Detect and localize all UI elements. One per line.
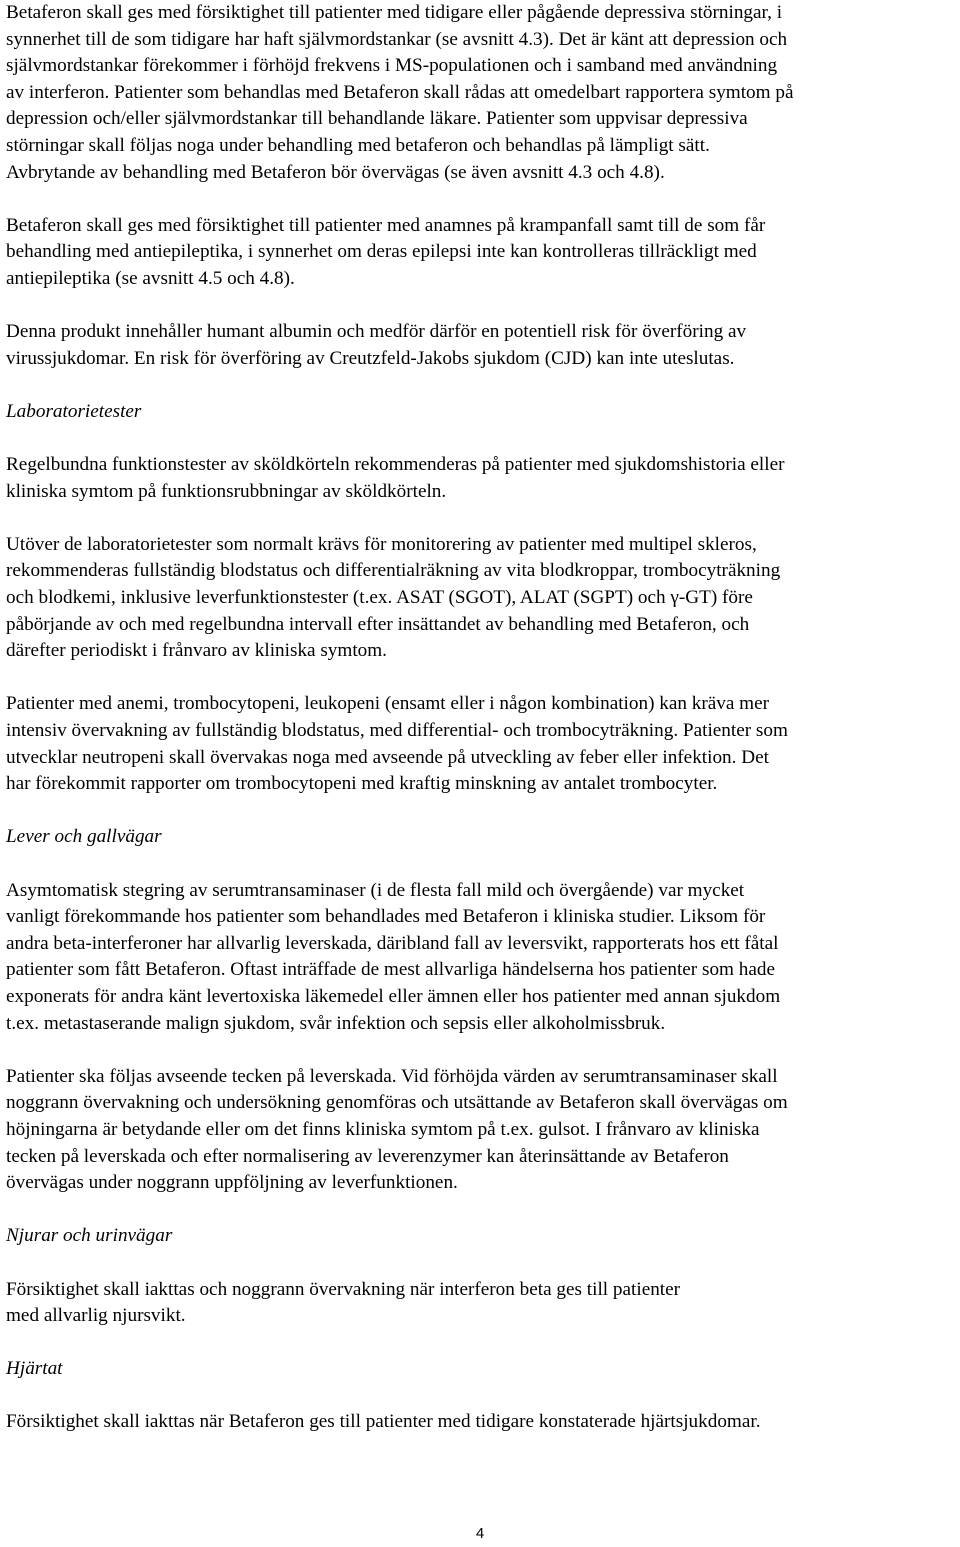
text-line: och blodkemi, inklusive leverfunktionstester (t.ex. ASAT (SGOT), ALAT (SGPT) och γ-GT) före (6, 587, 753, 609)
text-line: självmordstankar förekommer i förhöjd frekvens i MS-populationen och i samband med användning (6, 55, 778, 77)
text-line: virussjukdomar. En risk för överföring av Creutzfeld-Jakobs sjukdom (CJD) kan inte uteslutas. (6, 347, 735, 369)
text-line: Försiktighet skall iakttas när Betaferon ges till patienter med tidigare konstaterade hjärtsjukdomar. (6, 1411, 761, 1433)
text-line: synnerhet till de som tidigare har haft självmordstankar (se avsnitt 4.3). Det är känt att depression och (6, 28, 788, 50)
text-line: störningar skall följas noga under behandling med betaferon och behandlas på lämpligt sätt. (6, 134, 710, 156)
text-line: Patienter ska följas avseende tecken på leverskada. Vid förhöjda värden av serumtransaminaser skall (6, 1065, 778, 1087)
paragraph-thyroid-tests (6, 452, 956, 505)
paragraph-seizure-warning (6, 213, 956, 293)
paragraph-transaminases (6, 878, 956, 1038)
text-line: därefter periodiskt i frånvaro av kliniska symtom. (6, 640, 387, 662)
text-line: exponerats för andra känt levertoxiska läkemedel eller ämnen eller hos patienter med annan sjukdom (6, 985, 781, 1007)
paragraph-liver-damage (6, 1064, 956, 1197)
document-page (6, 0, 956, 1463)
text-line: har förekommit rapporter om trombocytopeni med kraftig minskning av antalet trombocyter. (6, 773, 718, 795)
paragraph-depression-warning (6, 0, 956, 186)
page-number: 4 (475, 1525, 485, 1542)
text-line: övervägas under noggrann uppföljning av leverfunktionen. (6, 1172, 458, 1194)
text-line: tecken på leverskada och efter normalisering av leverenzymer kan återinsättande av Betaferon (6, 1145, 729, 1167)
section-heading-laboratorietester: Laboratorietester (6, 400, 142, 422)
text-line: av interferon. Patienter som behandlas med Betaferon skall rådas att omedelbart rapportera symtom på (6, 81, 794, 103)
text-line: depression och/eller självmordstankar till behandlande läkare. Patienter som uppvisar depressiva (6, 108, 748, 130)
text-line: noggrann övervakning och undersökning genomföras och utsättande av Betaferon skall övervägas om (6, 1092, 788, 1114)
text-line: Avbrytande av behandling med Betaferon bör övervägas (se även avsnitt 4.3 och 4.8). (6, 161, 665, 183)
text-line: behandling med antiepileptika, i synnerhet om deras epilepsi inte kan kontrolleras tillräckligt med (6, 241, 757, 263)
paragraph-anemia (6, 691, 956, 797)
text-line: med allvarlig njursvikt. (6, 1305, 186, 1327)
paragraph-cardiac (6, 1409, 956, 1436)
paragraph-albumin-warning (6, 319, 956, 372)
text-line: Denna produkt innehåller humant albumin och medför därför en potentiell risk för överföring av (6, 321, 747, 343)
text-line: patienter som fått Betaferon. Oftast inträffade de mest allvarliga händelserna hos patienter som hade (6, 959, 775, 981)
section-heading-hjartat: Hjärtat (6, 1358, 63, 1380)
text-line: kliniska symtom på funktionsrubbningar av sköldkörteln. (6, 480, 447, 502)
text-line: Försiktighet skall iakttas och noggrann övervakning när interferon beta ges till patienter (6, 1278, 681, 1300)
text-line: rekommenderas fullständig blodstatus och differentialräkning av vita blodkroppar, trombocyträkning (6, 560, 781, 582)
section-heading-njurar-och-urinvagar: Njurar och urinvägar (6, 1225, 173, 1247)
text-line: Betaferon skall ges med försiktighet till patienter med tidigare eller pågående depressiva störningar, i (6, 2, 783, 23)
text-line: utvecklar neutropeni skall övervakas noga med avseende på utveckling av feber eller infektion. Det (6, 746, 769, 768)
text-line: Patienter med anemi, trombocytopeni, leukopeni (ensamt eller i någon kombination) kan kräva mer (6, 693, 770, 715)
text-line: intensiv övervakning av fullständig blodstatus, med differential- och trombocyträkning. Patienter som (6, 720, 788, 742)
section-heading-lever-och-gallvagar: Lever och gallvägar (6, 826, 162, 848)
paragraph-lab-monitoring (6, 532, 956, 665)
text-line: vanligt förekommande hos patienter som behandlades med Betaferon i kliniska studier. Liksom för (6, 906, 766, 928)
paragraph-renal (6, 1277, 956, 1330)
text-line: Asymtomatisk stegring av serumtransaminaser (i de flesta fall mild och övergående) var mycket (6, 879, 745, 901)
text-line: antiepileptika (se avsnitt 4.5 och 4.8). (6, 267, 295, 289)
text-line: t.ex. metastaserande malign sjukdom, svår infektion och sepsis eller alkoholmissbruk. (6, 1012, 666, 1034)
text-line: påbörjande av och med regelbundna intervall efter insättandet av behandling med Betaferon, och (6, 613, 750, 635)
text-line: höjningarna är betydande eller om det finns kliniska symtom på t.ex. gulsot. I frånvaro av kliniska (6, 1118, 760, 1140)
text-line: Betaferon skall ges med försiktighet till patienter med anamnes på krampanfall samt till de som får (6, 214, 766, 236)
text-line: Regelbundna funktionstester av sköldkörteln rekommenderas på patienter med sjukdomshistoria eller (6, 454, 785, 476)
text-line: andra beta-interferoner har allvarlig leverskada, däribland fall av leversvikt, rapporterats hos ett fåtal (6, 932, 779, 954)
text-line: Utöver de laboratorietester som normalt krävs för monitorering av patienter med multipel skleros, (6, 533, 757, 555)
